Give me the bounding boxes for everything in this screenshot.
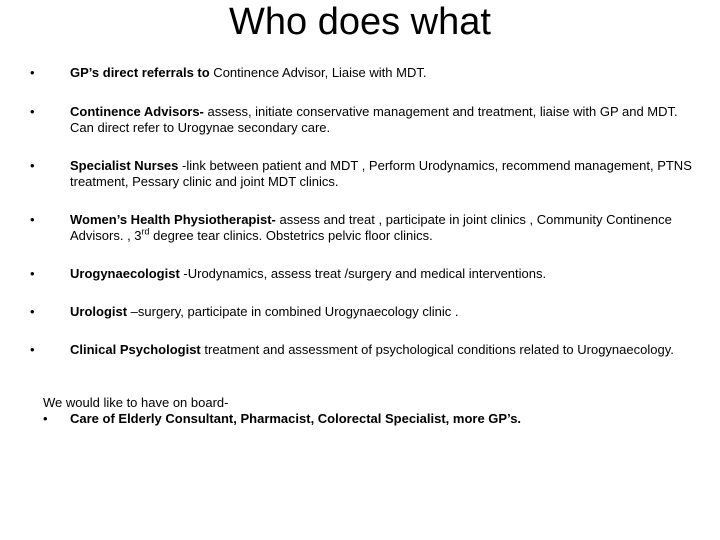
role-description: -Urodynamics, assess treat /surgery and medical interventions. — [179, 266, 547, 281]
list-item-text — [70, 65, 700, 81]
role-description: Continence Advisor, Liaise with MDT. — [209, 65, 427, 80]
list-item-text — [70, 266, 700, 282]
role-description: assess and treat , participate in joint clinics , Community Continence Advisors. , 3 — [70, 212, 672, 243]
page-title: Who does what — [229, 1, 491, 43]
role-description: treatment and assessment of psychological conditions related to Urogynaecology. — [200, 342, 674, 357]
role-description: assess, initiate conservative management and treatment, liaise with GP and MDT. Can direct refer to Urogynae secondary care. — [70, 104, 678, 135]
list-item-text — [70, 212, 700, 244]
role-term: Continence Advisors- — [70, 104, 204, 119]
role-description-cont: degree tear clinics. Obstetrics pelvic floor clinics. — [149, 228, 433, 243]
footer-note — [43, 395, 703, 427]
footer-list-item — [43, 411, 703, 427]
list-item-text — [70, 104, 700, 136]
bullet-icon: • — [30, 342, 35, 357]
bullet-icon: • — [30, 65, 35, 80]
role-term: Clinical Psychologist — [70, 342, 201, 357]
bullet-icon: • — [43, 411, 48, 426]
role-term: Urogynaecologist — [70, 266, 180, 281]
role-term: Women’s Health Physiotherapist- — [70, 212, 276, 227]
list-item-text — [70, 158, 700, 190]
ordinal-suffix: rd — [141, 226, 150, 237]
list-item-text — [70, 304, 700, 320]
bullet-icon: • — [30, 158, 35, 173]
list-item-text — [70, 342, 700, 358]
bullet-icon: • — [30, 266, 35, 281]
role-term: Urologist — [70, 304, 128, 319]
role-term: GP’s direct referrals to — [70, 65, 210, 80]
bullet-icon: • — [30, 104, 35, 119]
footer-item-text: Care of Elderly Consultant, Pharmacist, Colorectal Specialist, more GP’s. — [70, 411, 522, 426]
role-description: -link between patient and MDT , Perform Urodynamics, recommend management, PTNS treatment, Pessary clinic and joint MDT clinics. — [70, 158, 692, 189]
bullet-icon: • — [30, 212, 35, 227]
role-description: –surgery, participate in combined Urogynaecology clinic . — [127, 304, 459, 319]
role-term: Specialist Nurses — [70, 158, 179, 173]
footer-intro: We would like to have on board- — [43, 395, 229, 410]
bullet-icon: • — [30, 304, 35, 319]
